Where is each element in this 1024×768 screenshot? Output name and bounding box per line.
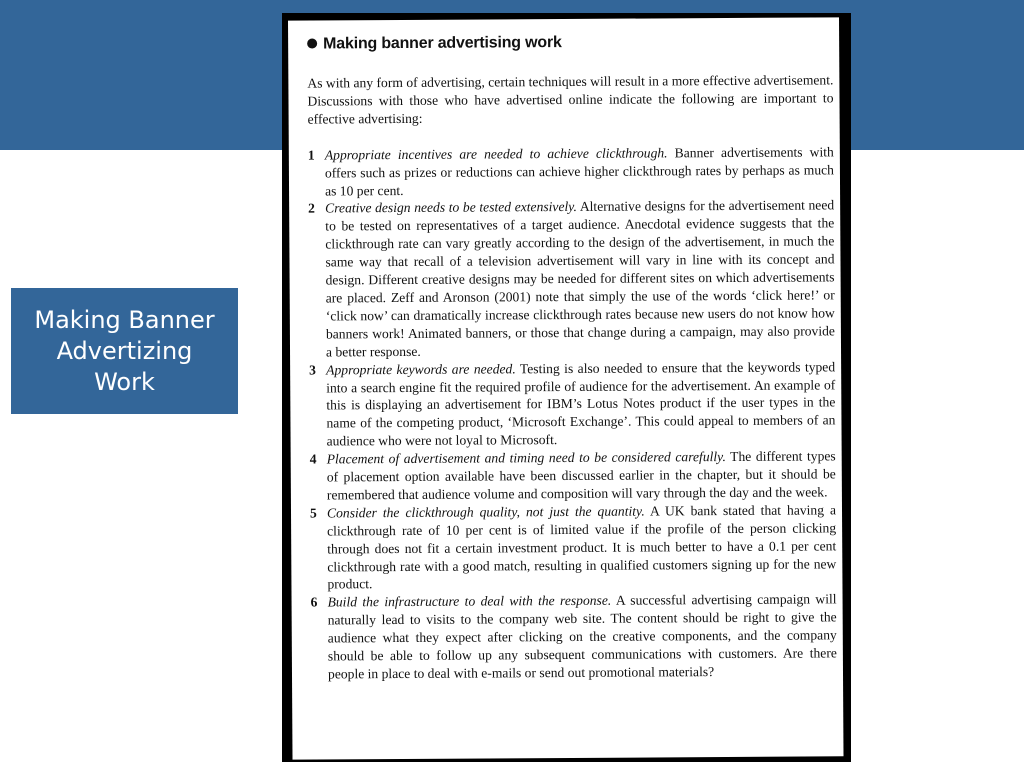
scanned-page bbox=[288, 17, 844, 759]
item-lead: Consider the clickthrough quality, not just the quantity. bbox=[326, 503, 645, 521]
item-body bbox=[328, 591, 838, 684]
intro-paragraph: As with any form of advertising, certain techniques will result in a more effective advertisement. Discussions with those who have advertised online indicate the following are important to effective advertising: bbox=[307, 72, 834, 127]
item-number: 5 bbox=[309, 505, 317, 521]
item-lead: Build the infrastructure to deal with the response. bbox=[327, 593, 612, 610]
item-text: A successful advertising campaign will naturally lead to visits to the company web site. The content should be right to give the audience what they expect after clicking on the creative components, and the company should be able to follow up any subsequent communications with customers. Are there people in place to deal with e-mails or send out promotional materials? bbox=[327, 591, 837, 682]
item-text: Banner advertisements with offers such as prizes or reductions can achieve higher clickthrough rates by perhaps as much as 10 per cent. bbox=[324, 144, 834, 198]
document-heading bbox=[307, 31, 833, 54]
item-lead: Creative design needs to be tested extensively. bbox=[325, 199, 577, 216]
slide-title: Making Banner Advertizing Work bbox=[34, 305, 215, 396]
list-item bbox=[308, 197, 835, 361]
item-number: 3 bbox=[309, 362, 316, 378]
item-lead: Appropriate incentives are needed to achieve clickthrough. bbox=[324, 145, 668, 163]
item-body bbox=[325, 143, 834, 200]
bullet-icon bbox=[307, 39, 317, 49]
item-lead: Placement of advertisement and timing need to be considered carefully. bbox=[326, 449, 726, 467]
item-body bbox=[327, 501, 837, 594]
item-number: 2 bbox=[308, 200, 315, 217]
item-body bbox=[327, 447, 836, 504]
list-item bbox=[308, 143, 834, 200]
item-text: Alternative designs for the advertisement need to be tested on representatives of a target audience. Anecdotal evidence suggests that the clickthrough rate can vary greatly according to the design of the advertisement, in much the same way that recall of a television advertisement will vary in line with its concept and design. Different creative designs may be needed for different sites on which advertisements are placed. Zeff and Aronson (2001) note that simply the use of the words ‘click here!’ or ‘click now’ can dramatically increase clickthrough rates because new users do not know how banners work! Animated banners, or those that change during a campaign, may also provide a better response. bbox=[325, 197, 835, 360]
list-item bbox=[309, 358, 836, 451]
item-text: Testing is also needed to ensure that the keywords typed into a search engine fit the required profile of audience for the advertisement. An example of this is displaying an advertisement for IBM’s Lotus Notes product if the user types in the name of the competing product, ‘Microsoft Exchange’. This could appeal to members of an audience who were not loyal to Microsoft. bbox=[326, 358, 836, 449]
item-body bbox=[325, 197, 835, 361]
list-item bbox=[311, 591, 838, 684]
item-text: A UK bank stated that having a clickthrough rate of 10 per cent is of limited value if the profile of the person clicking through does not fit a certain investment product. It is much better to have a 0.1 per cent clickthrough rate with a good match, resulting in qualified customers signing up for the new product. bbox=[327, 502, 837, 592]
list-item bbox=[310, 501, 837, 594]
slide-title-box bbox=[11, 288, 238, 414]
item-text: The different types of placement option available have been discussed earlier in the chapter, but it should be remembered that audience volume and composition will vary through the day and the week. bbox=[326, 448, 836, 503]
document-heading-text: Making banner advertising work bbox=[323, 34, 562, 53]
item-number: 4 bbox=[309, 451, 317, 467]
list-item bbox=[310, 447, 836, 504]
scanned-page-frame bbox=[282, 13, 851, 762]
item-body bbox=[326, 358, 836, 451]
item-lead: Appropriate keywords are needed. bbox=[326, 360, 516, 378]
item-number: 6 bbox=[310, 594, 318, 610]
item-number: 1 bbox=[307, 147, 315, 163]
